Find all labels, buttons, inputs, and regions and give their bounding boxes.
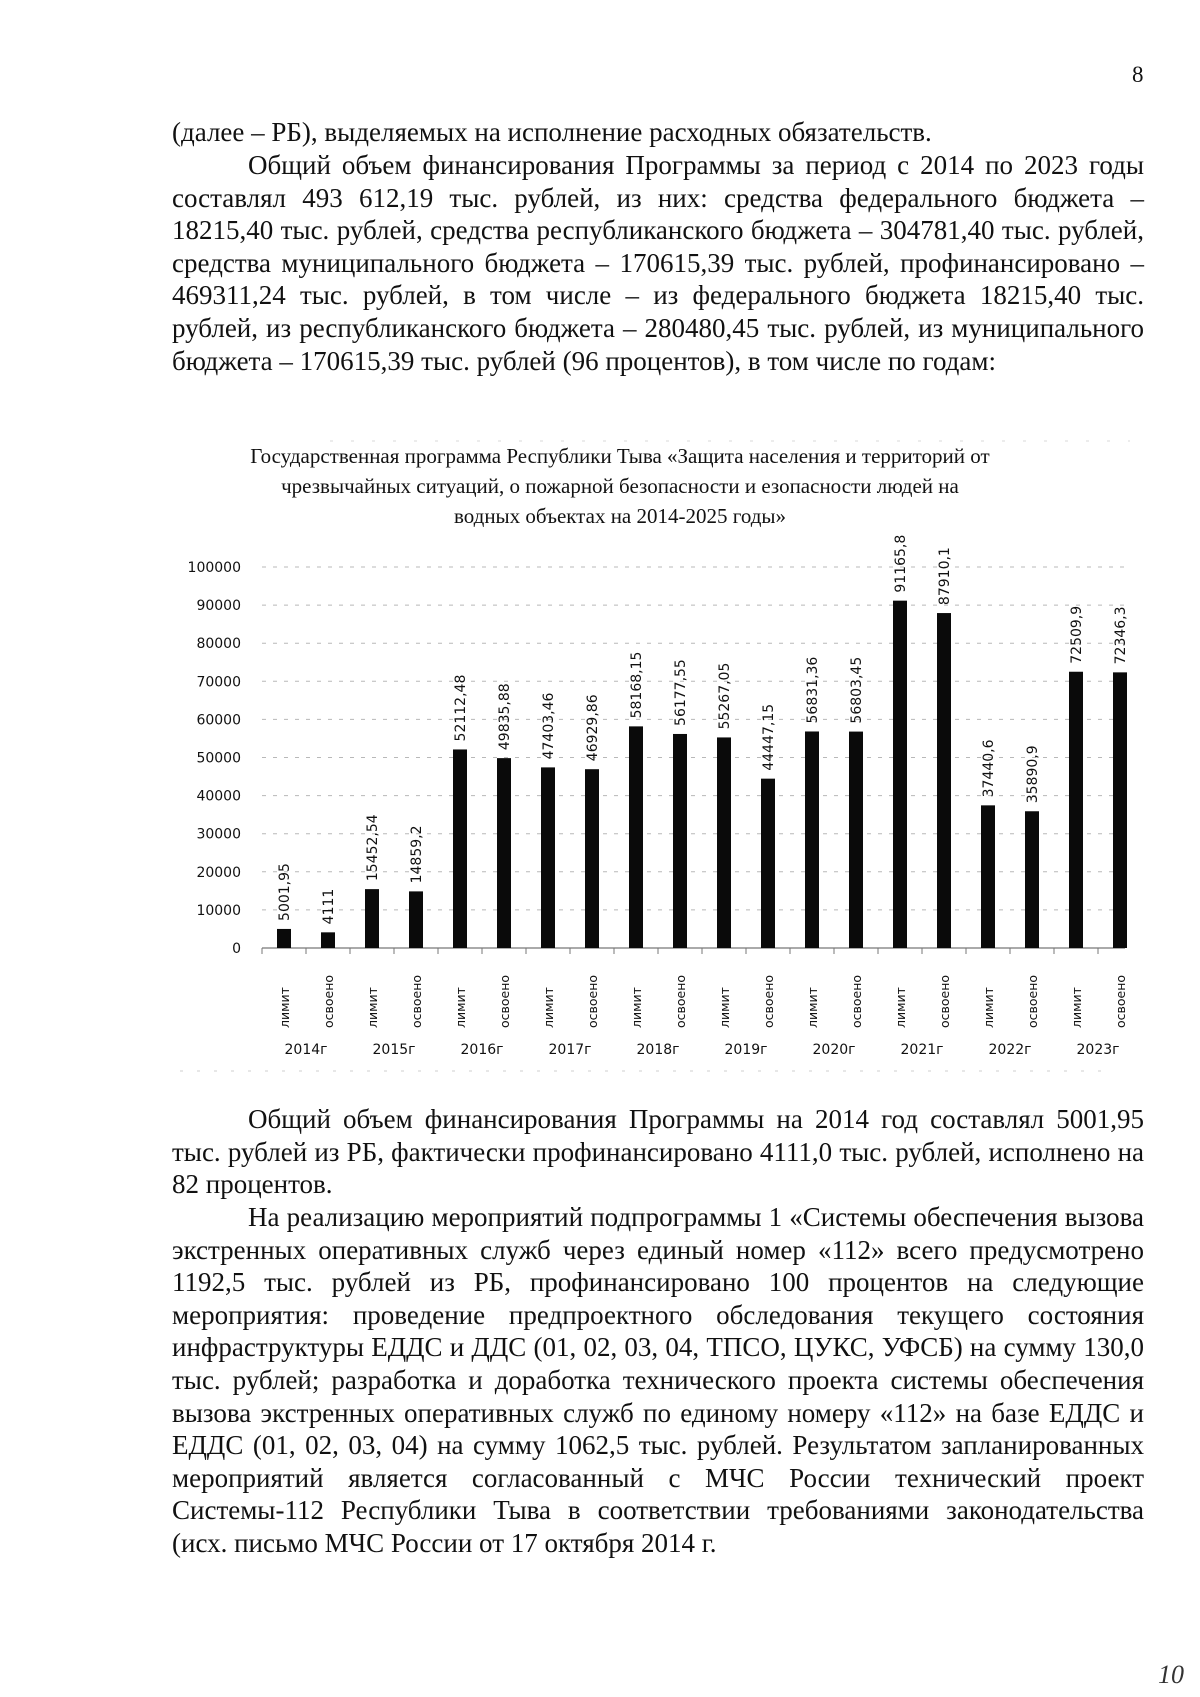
x-category-label: лимит: [893, 987, 908, 1028]
x-group-label: 2022г: [988, 1042, 1032, 1058]
y-tick-label: 30000: [196, 826, 241, 843]
bar-data-label: 44447,15: [761, 703, 777, 771]
y-tick-label: 80000: [196, 636, 241, 653]
x-category-label: освоено: [673, 974, 688, 1028]
bar-data-label: 37440,6: [981, 739, 997, 798]
bar: [409, 891, 423, 948]
bar-data-label: 47403,46: [541, 692, 557, 760]
x-category-label: лимит: [629, 987, 644, 1028]
bar: [277, 929, 291, 948]
x-category-label: освоено: [761, 974, 776, 1028]
paragraph-total-funding: Общий объем финансирования Программы за период с 2014 по 2023 годы составлял 493 612,19 тыс. рублей, из них: средства федерального бюджета – 18215,40 тыс. рублей, средства республиканского бюджета – 304781,40 тыс. рублей, средства муниципального бюджета – 170615,39 тыс. рублей, профинансировано – 469311,24 тыс. рублей, в том числе – из федерального бюджета 18215,40 тыс. рублей, из республиканского бюджета – 280480,45 тыс. рублей, из муниципального бюджета – 170615,39 тыс. рублей (96 процентов), в том числе по годам:: [172, 150, 1144, 376]
bar-data-label: 56831,36: [805, 656, 821, 724]
y-tick-label: 10000: [196, 902, 241, 919]
y-tick-label: 20000: [196, 864, 241, 881]
bar: [585, 769, 599, 948]
paragraph-intro: (далее – РБ), выделяемых на исполнение расходных обязательств.: [172, 117, 932, 147]
bar: [673, 734, 687, 948]
handwritten-page-mark: 10: [1158, 1660, 1184, 1689]
x-group-label: 2017г: [548, 1042, 592, 1058]
x-group-label: 2020г: [812, 1042, 856, 1058]
bar-data-label: 91165,8: [893, 534, 909, 593]
x-group-label: 2014г: [284, 1042, 328, 1058]
y-tick-label: 0: [232, 941, 241, 957]
bar: [893, 601, 907, 948]
bar-data-label: 14859,2: [409, 825, 425, 884]
y-tick-label: 100000: [187, 560, 241, 576]
x-category-label: лимит: [717, 987, 732, 1028]
x-group-label: 2016г: [460, 1042, 504, 1058]
bar-data-label: 5001,95: [277, 863, 293, 921]
chart-title: Государственная программа Республики Тыва «Защита населения и территорий от чрезвычайных ситуаций, о пожарной безопасности и езопасности людей на водных объектах на 2014-2025 годы»: [250, 444, 990, 528]
bar: [849, 732, 863, 948]
bar-data-label: 58168,15: [629, 651, 645, 719]
x-category-label: лимит: [365, 987, 380, 1028]
paragraph-2014-funding: Общий объем финансирования Программы на 2014 год составлял 5001,95 тыс. рублей из РБ, фактически профинансировано 4111,0 тыс. рублей, исполнено на 82 процентов.: [172, 1104, 1144, 1200]
y-tick-label: 40000: [196, 788, 241, 805]
bar-data-label: 4111: [321, 888, 337, 925]
x-category-label: лимит: [541, 987, 556, 1028]
bar-data-label: 49835,88: [497, 683, 513, 751]
bar: [937, 613, 951, 948]
bar: [717, 737, 731, 948]
bar: [541, 767, 555, 948]
bar-data-label: 56803,45: [849, 656, 865, 724]
bar-data-label: 46929,86: [585, 694, 601, 762]
x-group-label: 2018г: [636, 1042, 680, 1058]
bar: [1025, 811, 1039, 948]
x-category-label: освоено: [585, 974, 600, 1028]
x-category-label: освоено: [497, 974, 512, 1028]
bar-data-label: 52112,48: [453, 674, 469, 742]
bar: [1113, 672, 1127, 948]
x-group-label: 2015г: [372, 1042, 416, 1058]
bar-data-label: 87910,1: [937, 547, 953, 606]
x-category-label: лимит: [277, 987, 292, 1028]
x-category-label: освоено: [849, 974, 864, 1028]
x-category-label: лимит: [1069, 987, 1084, 1028]
bar: [453, 749, 467, 948]
bar-data-label: 72509,9: [1069, 605, 1085, 664]
x-category-label: освоено: [1025, 974, 1040, 1028]
bar-data-label: 35890,9: [1025, 745, 1041, 804]
bar: [497, 758, 511, 948]
x-category-label: освоено: [937, 974, 952, 1028]
x-category-label: освоено: [1113, 974, 1128, 1028]
bar-data-label: 55267,05: [717, 662, 733, 730]
y-tick-label: 90000: [196, 598, 241, 615]
x-group-label: 2021г: [900, 1042, 944, 1058]
x-category-label: лимит: [805, 987, 820, 1028]
bar-data-label: 72346,3: [1113, 606, 1129, 665]
y-tick-label: 70000: [196, 674, 241, 691]
bar: [629, 726, 643, 948]
bar-data-label: 56177,55: [673, 659, 689, 726]
bar-data-label: 15452,54: [365, 814, 381, 882]
bar: [805, 731, 819, 948]
bar: [981, 805, 995, 948]
bar: [761, 779, 775, 948]
y-tick-label: 50000: [196, 750, 241, 767]
y-tick-label: 60000: [196, 712, 241, 729]
x-category-label: освоено: [321, 974, 336, 1028]
x-group-label: 2019г: [724, 1042, 768, 1058]
x-category-label: лимит: [453, 987, 468, 1028]
paragraph-subprogram-1: На реализацию мероприятий подпрограммы 1 «Системы обеспечения вызова экстренных оперативных служб через единый номер «112» всего предусмотрено 1192,5 тыс. рублей из РБ, профинансировано 100 процентов на следующие мероприятия: проведение предпроектного обследования текущего состояния инфраструктуры ЕДДС и ДДС (01, 02, 03, 04, ТПСО, ЦУКС, УФСБ) на сумму 130,0 тыс. рублей; разработка и доработка технического проекта системы обеспечения вызова экстренных оперативных служб по единому номеру «112» на базе ЕДДС и ЕДДС (01, 02, 03, 04) на сумму 1062,5 тыс. рублей. Результатом запланированных мероприятий является согласованный с МЧС России технический проект Системы-112 Республики Тыва в соответствии требованиями законодательства (исх. письмо МЧС России от 17 октября 2014 г.: [172, 1202, 1144, 1558]
x-category-label: лимит: [981, 987, 996, 1028]
bar: [365, 889, 379, 948]
page-number: 8: [1132, 62, 1144, 87]
bar: [321, 932, 335, 948]
x-category-label: освоено: [409, 974, 424, 1028]
bar: [1069, 672, 1083, 948]
x-group-label: 2023г: [1076, 1042, 1120, 1058]
